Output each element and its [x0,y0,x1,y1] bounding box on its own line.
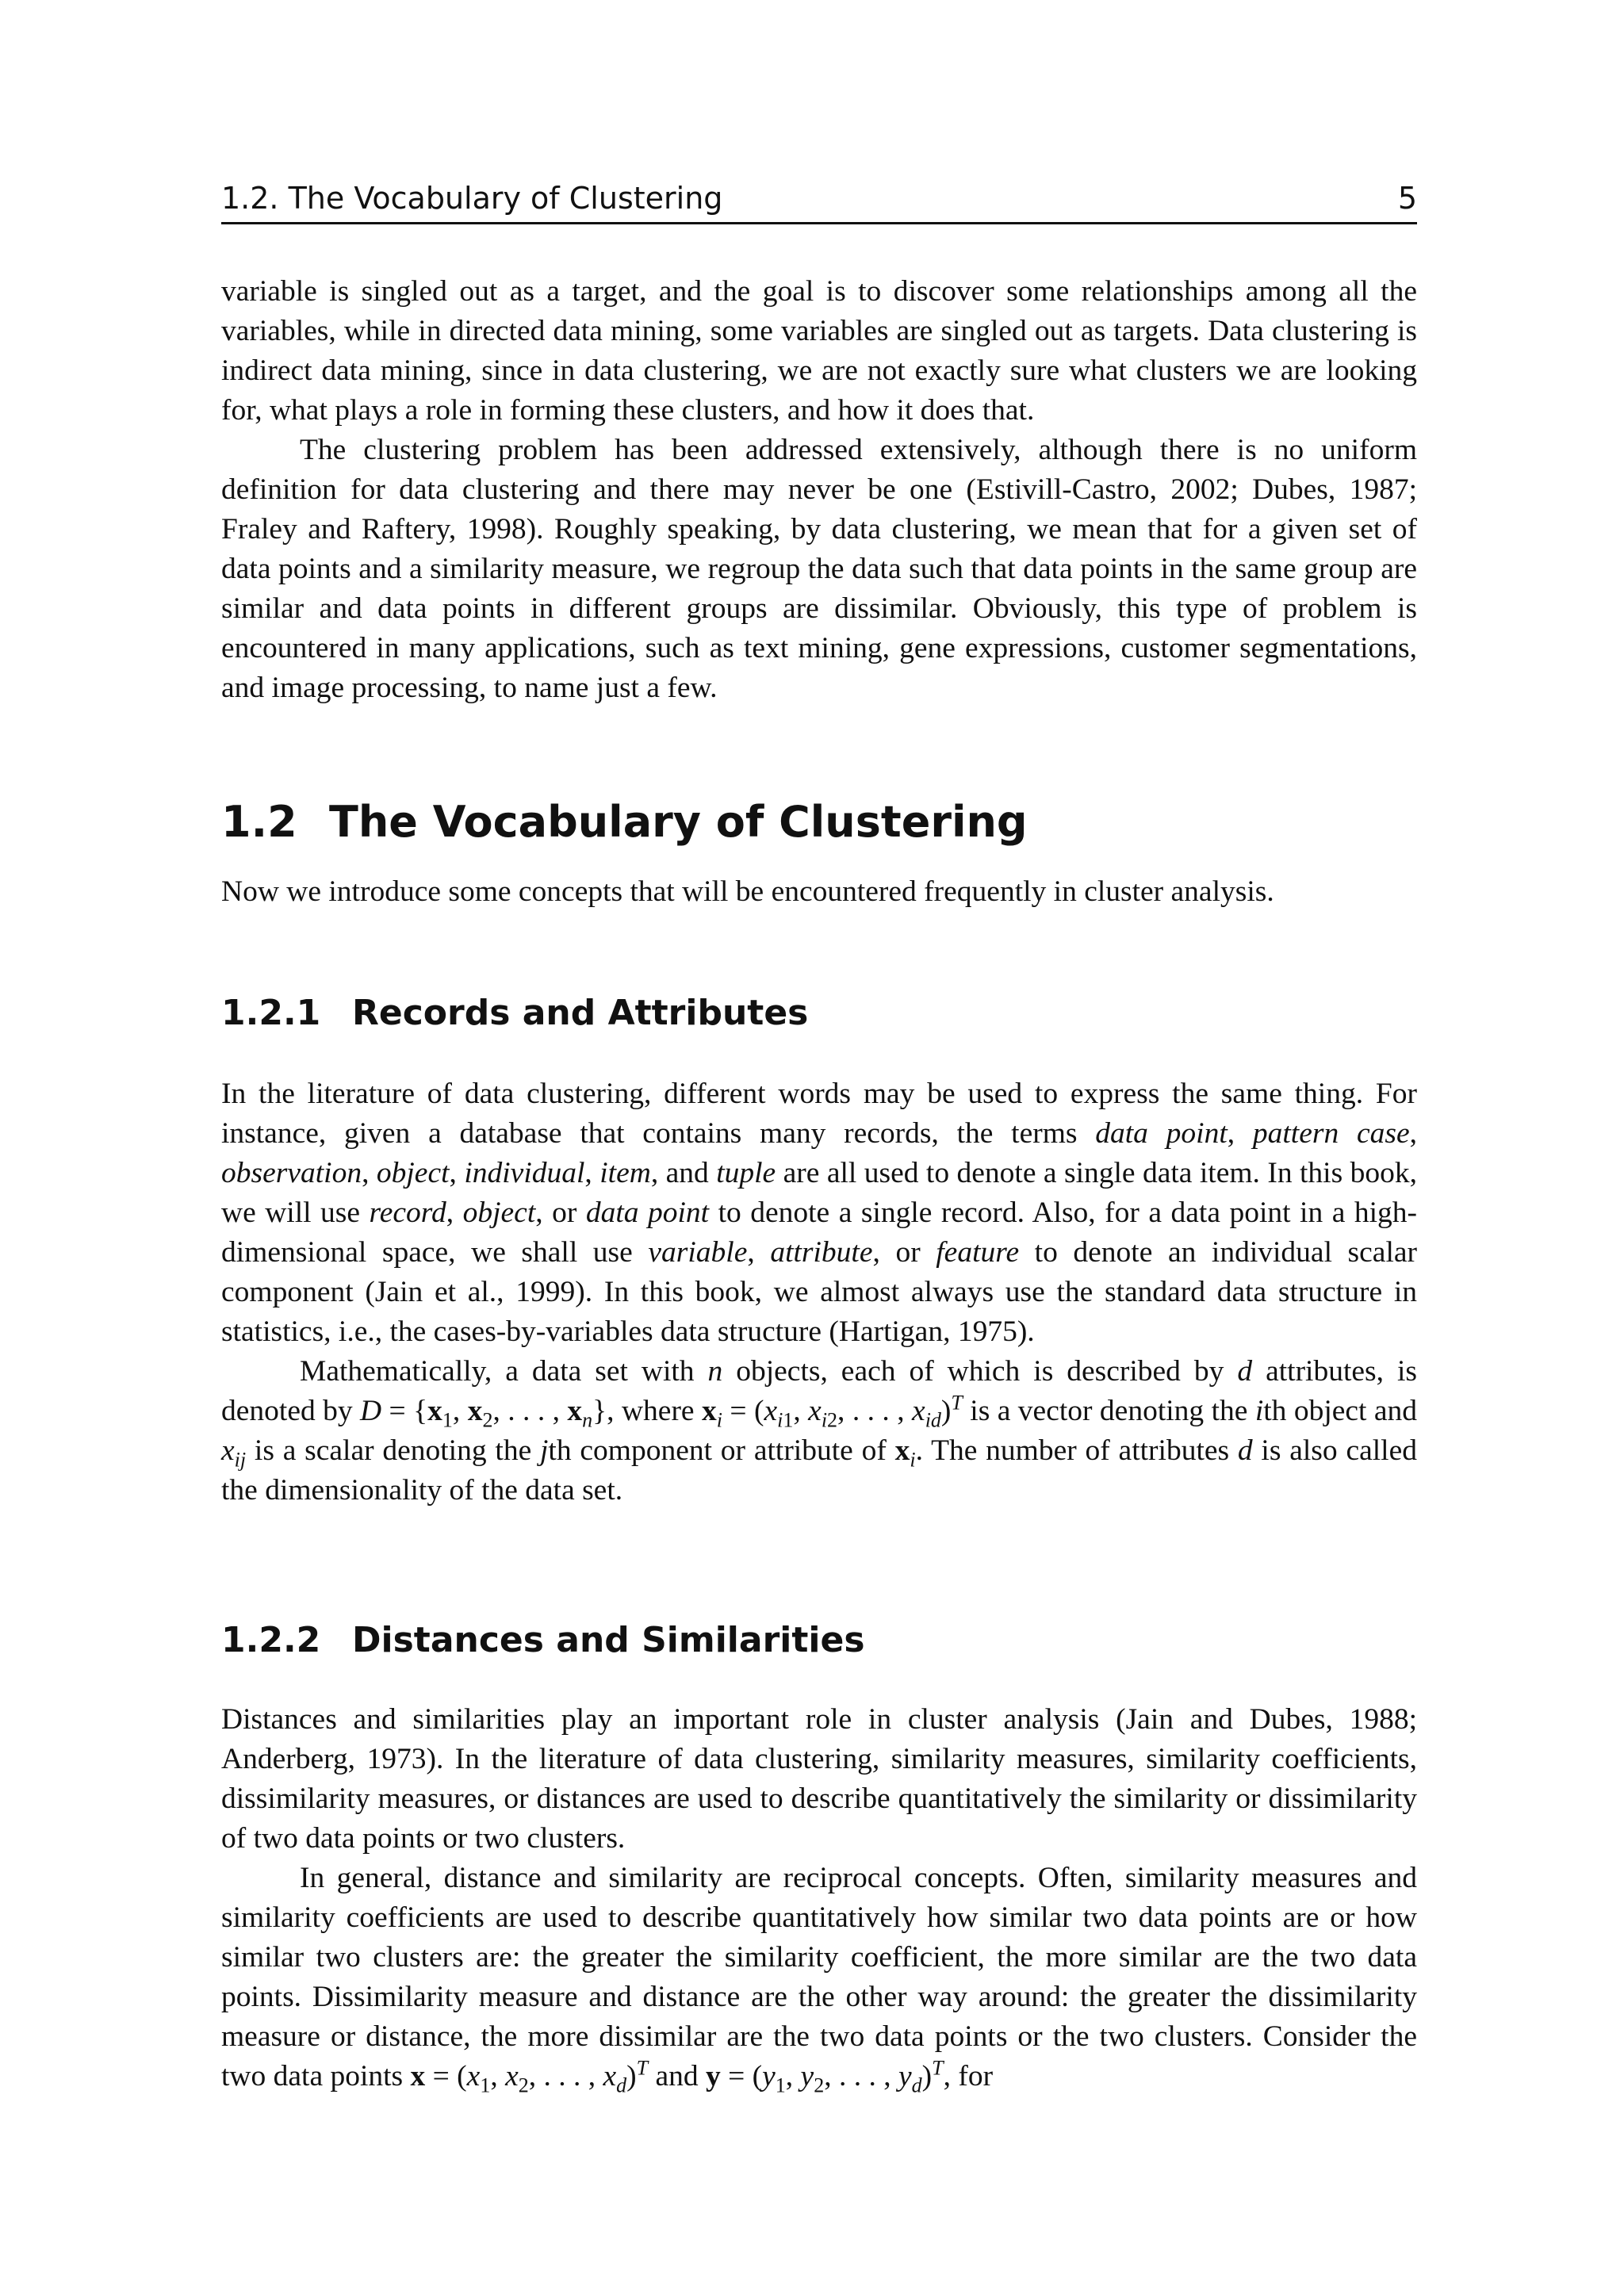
term: item [599,1157,651,1189]
term: variable [648,1236,748,1269]
intro-text [221,272,1417,708]
term: individual [464,1157,585,1189]
term: object [376,1157,450,1189]
math-x: $x = (x_1$, $x_2$, . . . , $x_d)^T$ [410,2056,649,2097]
section-title: The Vocabulary of Clustering [329,797,1028,847]
section-number: 1.2 [221,797,297,847]
subsection-body [221,1074,1417,1510]
paragraph: Distances and similarities play an important role in cluster analysis (Jain and Dubes, 1988; Anderberg, 1973). In the literature of data clustering, similarity measures, similarity coefficients, dissimilarity measures, or distances are used to describe quantitatively the similarity or dissimilarity of two data points or two clusters. [221,1703,1417,1855]
term: data point [585,1197,710,1229]
term: pattern case [1252,1117,1410,1150]
page-number: 5 [1397,181,1417,216]
math-dataset: D [360,1395,382,1427]
running-head-title: 1.2. The Vocabulary of Clustering [221,181,723,216]
term: data point [1095,1117,1228,1150]
paragraph: In general, distance and similarity are reciprocal concepts. Often, similarity measures and similarity coefficients are used to describe quantitatively how similar two data points are or how similar two clusters are: the greater the similarity coefficient, the more similar are the two data points. Dissimilarity measure and distance are the other way around: the greater the dissimilarity measure or distance, the more dissimilar are the two data points or the two clusters. Consider the two data points $x = (x_1$, $x_2$, . . . , $x_d)^T$ and $y = (y_1$, $y_2$, . . . , $y_d)^T$, for [221,1862,1417,2097]
subsection-heading [221,993,1417,1033]
section-heading [221,797,1417,847]
subsection-heading [221,1620,1417,1660]
subsection-number: 1.2.1 [221,993,321,1033]
subsection-body [221,1700,1417,2096]
term: feature [936,1236,1020,1269]
subsection-number: 1.2.2 [221,1620,321,1660]
math-y: $y = (y_1$, $y_2$, . . . , $y_d)^T$ [706,2056,944,2097]
term: object [462,1197,536,1229]
term: attribute [770,1236,873,1269]
running-head [221,176,1417,224]
term: observation [221,1157,362,1189]
section-intro [221,872,1417,912]
paragraph: In the literature of data clustering, different words may be used to express the same thing. For instance, given a database that contains many records, the terms data point, pattern case, observation, object, individual, item, and tuple are all used to denote a single data item. In this book, we will use record, object, or data point to denote a single record. Also, for a data point in a high-dimensional space, we shall use variable, attribute, or feature to denote an individual scalar component (Jain et al., 1999). In this book, we almost always use the standard data structure in statistics, i.e., the cases-by-variables data structure (Hartigan, 1975). [221,1078,1418,1348]
paragraph: Now we introduce some concepts that will be encountered frequently in cluster analysis. [221,875,1274,908]
math-vector: $x_i = (x_{i1}$, $x_{i2}$, . . . , $x_{id})^T$ [702,1391,963,1432]
term: tuple [716,1157,776,1189]
subsection-title: Records and Attributes [352,993,809,1033]
subsection-title: Distances and Similarities [352,1620,865,1660]
term: record [369,1197,446,1229]
paragraph: Mathematically, a data set with n objects, each of which is described by d attributes, is denoted by $D = \{x_1$, $x_2$, . . . , $x_n$}, where $x_i = (x_{i1}$, $x_{i2}$, . . . , $x_{id})^T$ is a vector denoting the ith object and $x_{ij}$ is a scalar denoting the jth component or attribute of $x_i$. The number of attributes d is also called the dimensionality of the data set. [221,1355,1418,1507]
math-component: $x_{ij}$ [221,1434,247,1472]
paragraph: variable is singled out as a target, and the goal is to discover some relationships among all the variables, while in directed data mining, some variables are singled out as targets. Data clustering is indirect data mining, since in data clustering, we are not exactly sure what clusters we are looking for, what plays a role in forming these clusters, and how it does that. [221,275,1417,427]
paragraph: The clustering problem has been addressed extensively, although there is no uniform definition for data clustering and there may never be one (Estivill-Castro, 2002; Dubes, 1987; Fraley and Raftery, 1998). Roughly speaking, by data clustering, we mean that for a given set of data points and a similarity measure, we regroup the data such that data points in the same group are similar and data points in different groups are dissimilar. Obviously, this type of problem is encountered in many applications, such as text mining, gene expressions, customer segmentations, and image processing, to name just a few. [221,434,1417,704]
